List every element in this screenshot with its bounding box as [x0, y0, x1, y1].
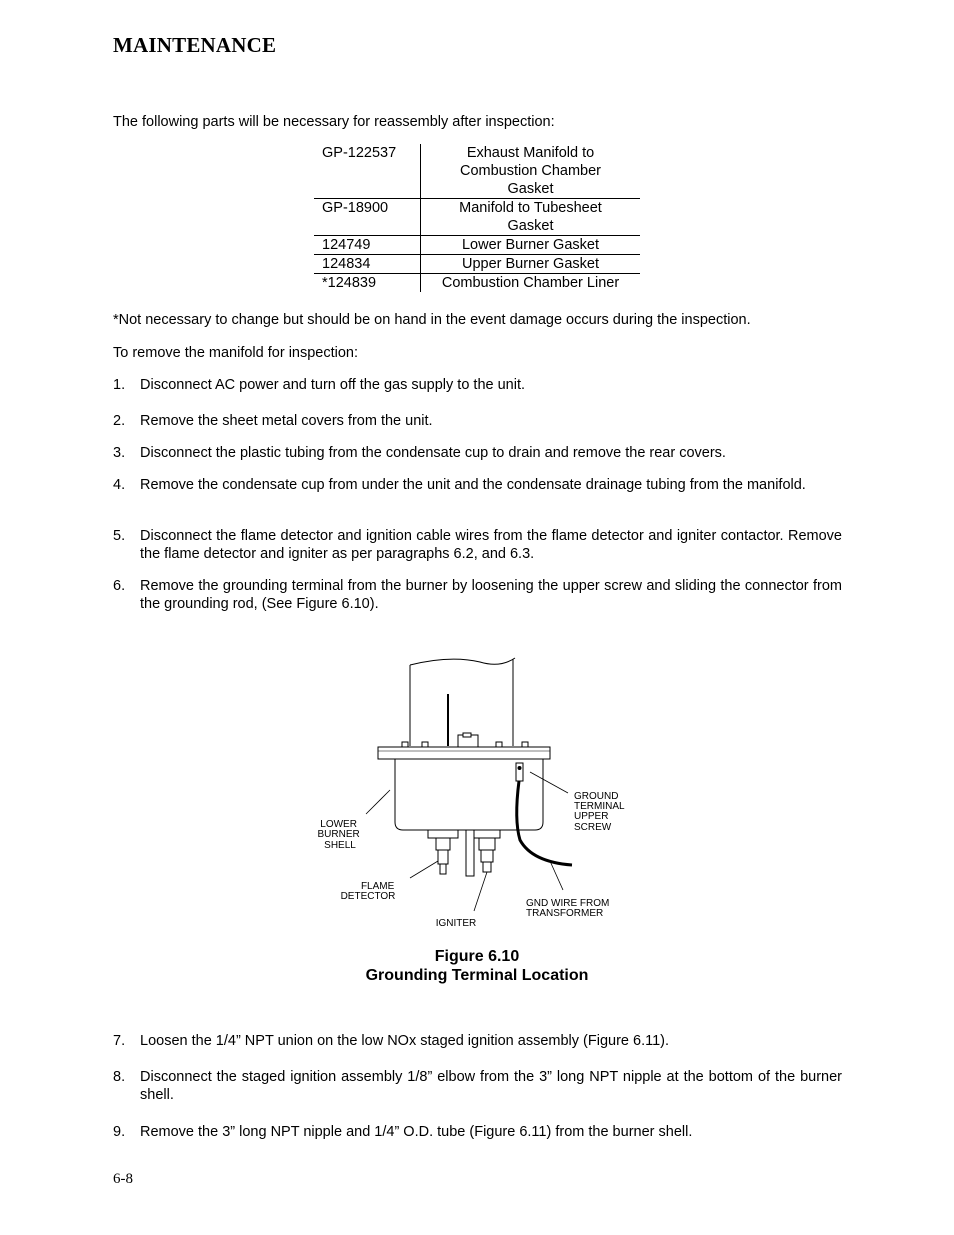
- grounding-terminal-figure: [300, 650, 660, 935]
- part-number: GP-18900: [314, 199, 421, 236]
- step-number: 3.: [113, 445, 126, 461]
- step-text: Disconnect the staged ignition assembly 1/8” elbow from the 3” long NPT nipple at the bottom of the burner shell.: [140, 1069, 842, 1103]
- step-item: [113, 444, 842, 462]
- part-description-line: Combustion Chamber Liner: [441, 275, 620, 291]
- label-ground-terminal: GROUND TERMINAL UPPER SCREW: [574, 791, 625, 833]
- step-item: [113, 476, 842, 494]
- step-item: [113, 376, 842, 394]
- note-text: *Not necessary to change but should be on hand in the event damage occurs during the inspection.: [113, 312, 751, 328]
- step-number: 8.: [113, 1069, 126, 1085]
- leader-lower-shell: [366, 790, 390, 814]
- part-description-line: Upper Burner Gasket: [461, 256, 599, 272]
- step-text: Disconnect AC power and turn off the gas supply to the unit.: [140, 377, 526, 393]
- part-number: 124834: [314, 255, 421, 274]
- figure-number: Figure 6.10: [434, 948, 520, 965]
- part-number: GP-122537: [314, 144, 421, 199]
- parts-row: [314, 255, 640, 274]
- label-igniter: IGNITER: [435, 918, 477, 929]
- ground-terminal: [516, 763, 523, 781]
- page-header: MAINTENANCE: [113, 33, 277, 57]
- leader-igniter: [474, 872, 487, 911]
- parts-row: [314, 144, 640, 199]
- label-flame-detector: FLAME DETECTOR: [340, 881, 396, 902]
- part-description-line: Lower Burner Gasket: [461, 237, 599, 253]
- step-item: [113, 527, 842, 563]
- part-description: [421, 274, 641, 293]
- step-text: Remove the sheet metal covers from the unit.: [140, 413, 433, 429]
- step-item: [113, 1068, 842, 1104]
- parts-row: [314, 274, 640, 293]
- parts-row: [314, 199, 640, 236]
- step-number: 1.: [113, 377, 126, 393]
- part-description-line: Gasket: [507, 218, 554, 234]
- step-number: 4.: [113, 477, 126, 493]
- step-text: Remove the 3” long NPT nipple and 1/4” O.D. tube (Figure 6.11) from the burner shell.: [140, 1124, 693, 1140]
- part-description-line: Manifold to Tubesheet: [459, 200, 602, 216]
- step-number: 5.: [113, 528, 126, 544]
- step-text: Disconnect the plastic tubing from the condensate cup to drain and remove the rear covers.: [140, 445, 726, 461]
- part-description: [421, 255, 641, 274]
- flame-detector-nut: [428, 830, 458, 838]
- step-text: Disconnect the flame detector and ignition cable wires from the flame detector and igniter contactor. Remove the flame detector and igniter as per paragraphs 6.2, and 6.3.: [140, 528, 842, 562]
- pipe-break-line: [410, 658, 515, 665]
- step-item: [113, 1032, 842, 1050]
- step-item: [113, 577, 842, 613]
- step-text: Loosen the 1/4” NPT union on the low NOx staged ignition assembly (Figure 6.11).: [140, 1033, 670, 1049]
- igniter-body: [481, 850, 493, 862]
- step-text: Remove the condensate cup from under the unit and the condensate drainage tubing from the manifold.: [140, 477, 806, 493]
- part-description-line: Combustion Chamber: [459, 163, 602, 179]
- part-number: 124749: [314, 236, 421, 255]
- step-item: [113, 412, 842, 430]
- burner-flange: [378, 747, 550, 759]
- part-description: [421, 236, 641, 255]
- step-number: 6.: [113, 578, 126, 594]
- flame-detector-body: [438, 850, 448, 864]
- part-description: [421, 144, 641, 199]
- step-number: 9.: [113, 1124, 126, 1140]
- part-description-line: Exhaust Manifold to: [466, 145, 595, 161]
- parts-row: [314, 236, 640, 255]
- part-description: [421, 199, 641, 236]
- leader-flame-detector: [410, 861, 438, 878]
- part-description-line: Gasket: [507, 181, 554, 197]
- intro-text: The following parts will be necessary for reassembly after inspection:: [113, 114, 555, 130]
- label-gnd-wire: GND WIRE FROM TRANSFORMER: [526, 898, 610, 919]
- to-remove-text: To remove the manifold for inspection:: [113, 345, 359, 361]
- figure-title: Grounding Terminal Location: [365, 967, 589, 984]
- step-text: Remove the grounding terminal from the burner by loosening the upper screw and sliding the connector from the grounding rod, (See Figure 6.10).: [140, 578, 842, 612]
- page-number: 6-8: [113, 1171, 133, 1187]
- ground-terminal-screw: [518, 766, 522, 770]
- parts-table: [314, 144, 640, 292]
- step-number: 2.: [113, 413, 126, 429]
- nipple-tube: [466, 830, 474, 876]
- part-number: *124839: [322, 275, 377, 291]
- step-item: [113, 1123, 842, 1141]
- igniter-nut: [474, 830, 500, 838]
- leader-gnd-wire: [550, 861, 563, 890]
- step-number: 7.: [113, 1033, 126, 1049]
- label-lower-burner-shell: LOWER BURNER SHELL: [317, 819, 360, 851]
